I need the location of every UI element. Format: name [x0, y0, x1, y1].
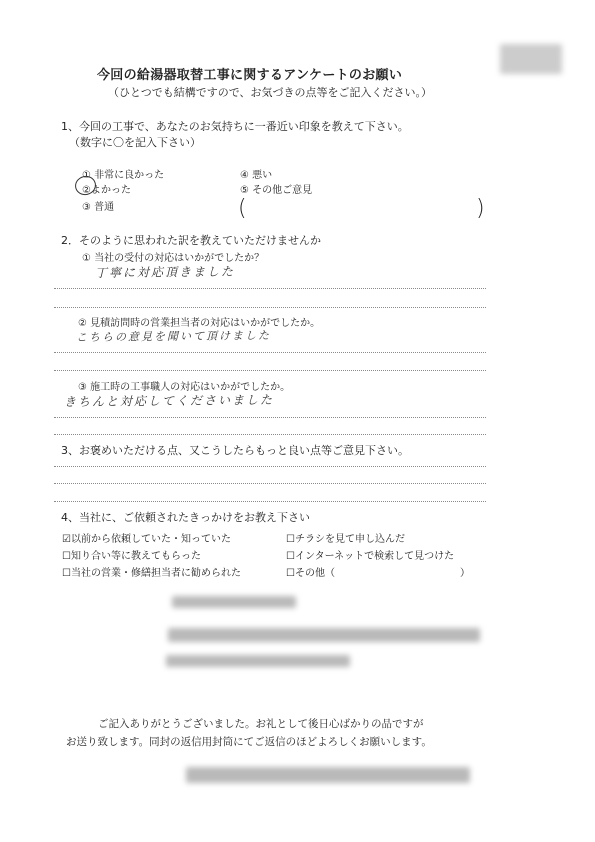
- answer-line: [54, 352, 486, 353]
- q4-option-sales-staff: ☐当社の営業・修繕担当者に勧められた: [62, 568, 241, 579]
- q4-option-known-before: ☑以前から依頼していた・知っていた: [62, 534, 231, 545]
- redacted-stamp: [500, 44, 562, 74]
- q1-option-5: ⑤ その他ご意見: [240, 185, 313, 196]
- redacted-address-line-1: [168, 628, 480, 642]
- q4-option-other: ☐その他（: [286, 568, 335, 579]
- comment-line: [54, 466, 486, 467]
- q1-option-1: ① 非常に良かった: [82, 170, 165, 181]
- q4-question: 4、当社に、ご依頼されたきっかけをお教え下さい: [61, 511, 310, 524]
- q1-close-paren: ): [476, 196, 485, 221]
- q2-sub1: ① 当社の受付の対応はいかがでしたか？: [82, 253, 265, 264]
- page-title: 今回の給湯器取替工事に関するアンケートのお願い: [97, 68, 403, 83]
- q4-other-close-paren: ）: [460, 568, 470, 579]
- q2-answer2: こちらの意見を聞いて頂けました: [75, 328, 272, 344]
- footer-line-1: ご記入ありがとうございました。お礼として後日心ばかりの品ですが: [98, 718, 424, 730]
- redacted-name-line: [172, 596, 296, 608]
- q1-open-paren: (: [238, 196, 247, 221]
- answer-line: [54, 288, 486, 289]
- footer-line-2: お送り致します。同封の返信用封筒にてご返信のほどよろしくお願いします。: [66, 736, 432, 748]
- q1-note: （数字に〇を記入下さい）: [69, 136, 201, 149]
- q2-question: 2．そのように思われた訳を教えていただけませんか: [61, 234, 321, 247]
- q3-question: 3、お褒めいただける点、又こうしたらもっと良い点等ご意見下さい。: [61, 444, 409, 457]
- answer-line: [54, 417, 486, 418]
- answer-line: [54, 370, 486, 371]
- q4-option-flyer: ☐チラシを見て申し込んだ: [286, 534, 405, 545]
- comment-line: [54, 501, 486, 502]
- redacted-footer-info: [186, 767, 470, 783]
- q2-sub2: ② 見積訪問時の営業担当者の対応はいかがでしたか。: [78, 318, 321, 329]
- q1-option-2: ②よかった: [82, 185, 131, 196]
- answer-line: [54, 307, 486, 308]
- q1-question: 1、今回の工事で、あなたのお気持ちに一番近い印象を教えて下さい。: [61, 120, 409, 133]
- q4-option-referral: ☐知り合い等に教えてもらった: [62, 551, 201, 562]
- page-subtitle: （ひとつでも結構ですので、お気づきの点等をご記入ください。）: [108, 86, 433, 99]
- answer-line: [54, 434, 486, 435]
- q1-option-4: ④ 悪い: [240, 170, 273, 181]
- redacted-address-line-2: [166, 655, 350, 667]
- comment-line: [54, 483, 486, 484]
- q4-option-internet: ☐インターネットで検索して見つけた: [286, 551, 455, 562]
- q2-answer3: きちんと対応してくださいました: [63, 392, 275, 409]
- q2-sub3: ③ 施工時の工事職人の対応はいかがでしたか。: [78, 382, 291, 393]
- q2-answer1: 丁寧に対応頂きました: [94, 264, 236, 280]
- q1-option-3: ③ 普通: [82, 202, 115, 213]
